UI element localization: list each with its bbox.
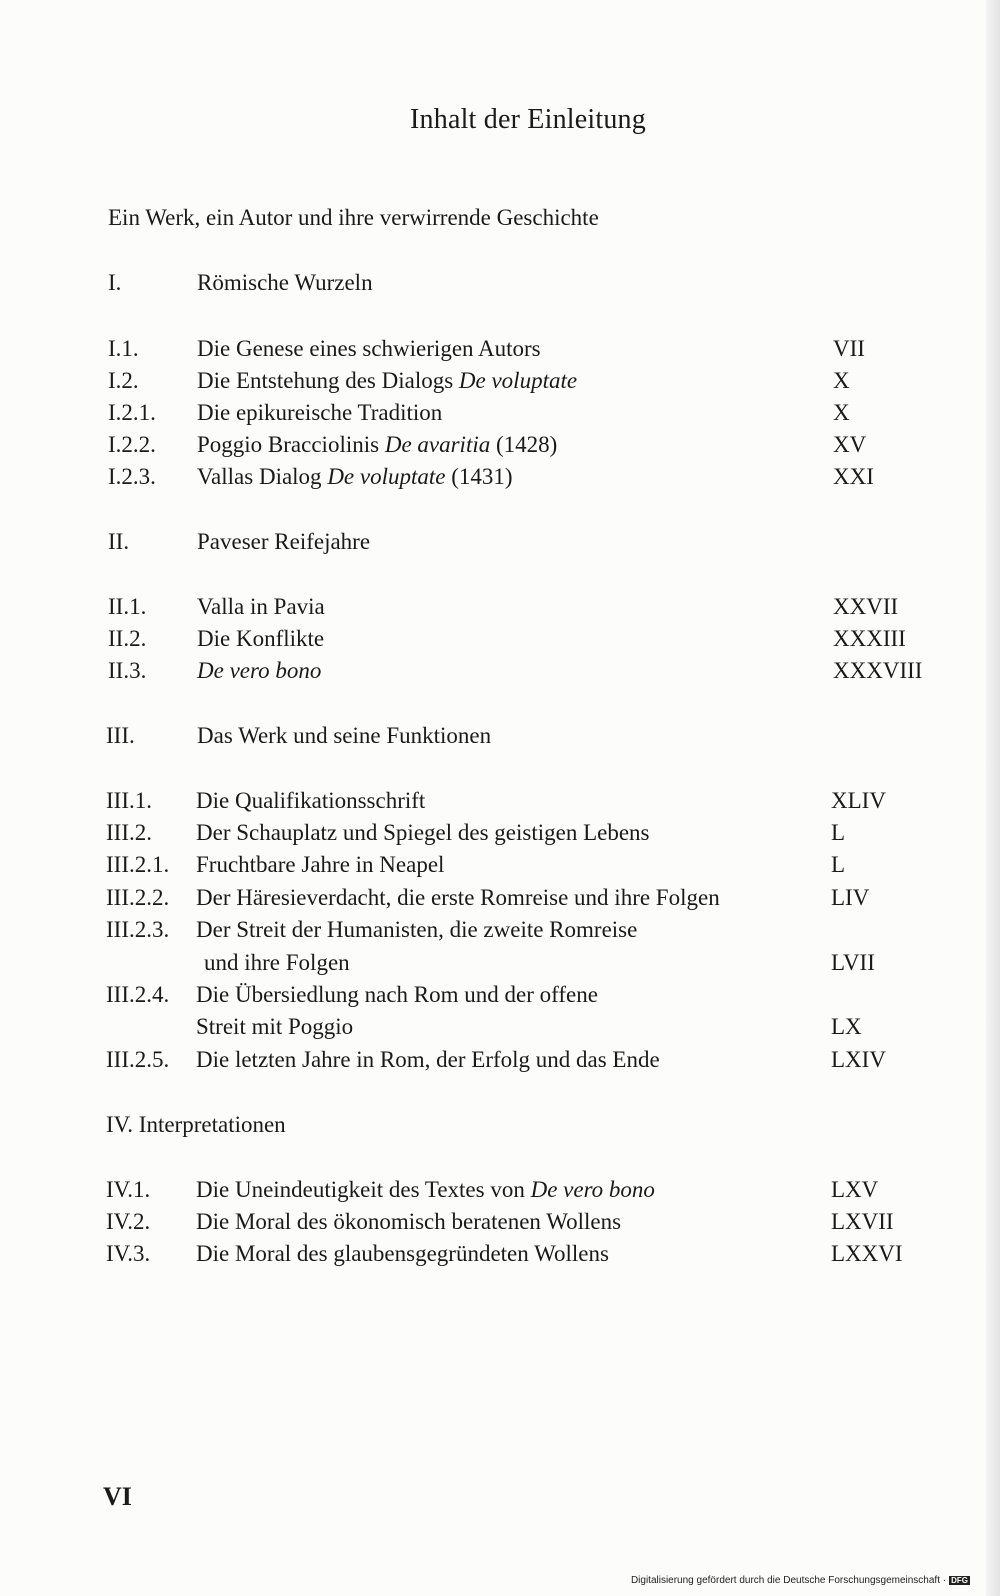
section-number: II. (108, 529, 130, 554)
section-number: I. (108, 270, 122, 295)
entry-page: L (831, 852, 846, 877)
entry-number: III.2.3. (106, 917, 170, 942)
section-heading: IV. Interpretationen (106, 1112, 286, 1137)
entry-number: III.2.5. (106, 1047, 170, 1072)
page-number: VI (103, 1482, 132, 1511)
entry-number: IV.1. (106, 1177, 151, 1202)
entry-title-continuation: und ihre Folgen (204, 950, 350, 975)
entry-title: Die Uneindeutigkeit des Textes von De vero bono (196, 1177, 655, 1202)
entry-page: LX (831, 1014, 862, 1039)
page-title: Inhalt der Einleitung (410, 104, 646, 135)
entry-title: Die Entstehung des Dialogs De voluptate (197, 368, 578, 393)
entry-number: I.2. (108, 368, 139, 393)
page-edge (986, 0, 1000, 1596)
entry-title: Die letzten Jahre in Rom, der Erfolg und das Ende (196, 1047, 660, 1072)
entry-title: Vallas Dialog De voluptate (1431) (197, 464, 513, 489)
entry-page: LXXVI (831, 1241, 903, 1266)
digitization-credit (631, 1575, 970, 1586)
entry-number: II.2. (108, 626, 147, 651)
entry-title: Die Moral des ökonomisch beratenen Wollens (196, 1209, 622, 1234)
entry-page: XXXVIII (833, 658, 923, 683)
entry-page: XXXIII (833, 626, 906, 651)
entry-title: Die Konflikte (197, 626, 325, 651)
entry-title: Die Genese eines schwierigen Autors (197, 336, 541, 361)
entry-number: IV.3. (106, 1241, 151, 1266)
entry-title: Fruchtbare Jahre in Neapel (196, 852, 445, 877)
entry-page: LXIV (831, 1047, 886, 1072)
entry-number: III.2.1. (106, 852, 170, 877)
entry-title: Die epikureische Tradition (197, 400, 443, 425)
entry-number: III.2.4. (106, 982, 170, 1007)
entry-number: II.1. (108, 594, 147, 619)
entry-title: Der Streit der Humanisten, die zweite Romreise (196, 917, 638, 942)
entry-title: De vero bono (197, 658, 322, 683)
entry-page: XXI (833, 464, 874, 489)
entry-page: L (831, 820, 846, 845)
entry-number: I.1. (108, 336, 139, 361)
intro-heading: Ein Werk, ein Autor und ihre verwirrende Geschichte (108, 205, 599, 230)
entry-title: Der Häresieverdacht, die erste Romreise und ihre Folgen (196, 885, 720, 910)
dfg-logo: DFG (951, 1575, 968, 1585)
entry-title: Die Übersiedlung nach Rom und der offene (196, 982, 598, 1007)
entry-number: IV.2. (106, 1209, 151, 1234)
entry-page: LXV (831, 1177, 879, 1202)
entry-page: LXVII (831, 1209, 894, 1234)
entry-page: LVII (831, 950, 875, 975)
entry-number: I.2.3. (108, 464, 156, 489)
section-number: III. (106, 723, 135, 748)
entry-page: XV (833, 432, 867, 457)
section-heading: Römische Wurzeln (197, 270, 373, 295)
entry-number: III.2. (106, 820, 152, 845)
entry-number: III.2.2. (106, 885, 170, 910)
entry-number: III.1. (106, 788, 152, 813)
entry-number: I.2.2. (108, 432, 156, 457)
entry-title: Die Qualifikationsschrift (196, 788, 426, 813)
entry-page: VII (833, 336, 865, 361)
credit-text: Digitalisierung gefördert durch die Deutsche Forschungsgemeinschaft · (630, 1575, 947, 1586)
entry-number: II.3. (108, 658, 147, 683)
section-heading: Paveser Reifejahre (197, 529, 371, 554)
entry-page: XLIV (831, 788, 886, 813)
entry-title: Valla in Pavia (197, 594, 325, 619)
entry-title: Der Schauplatz und Spiegel des geistigen Lebens (196, 820, 650, 845)
entry-title: Die Moral des glaubensgegründeten Wollens (196, 1241, 609, 1266)
entry-title: Poggio Bracciolinis De avaritia (1428) (197, 432, 558, 457)
section-heading: Das Werk und seine Funktionen (197, 723, 492, 748)
entry-page: X (833, 368, 850, 393)
entry-title-continuation: Streit mit Poggio (196, 1014, 354, 1039)
entry-number: I.2.1. (108, 400, 156, 425)
entry-page: XXVII (833, 594, 899, 619)
entry-page: LIV (831, 885, 870, 910)
entry-page: X (833, 400, 850, 425)
